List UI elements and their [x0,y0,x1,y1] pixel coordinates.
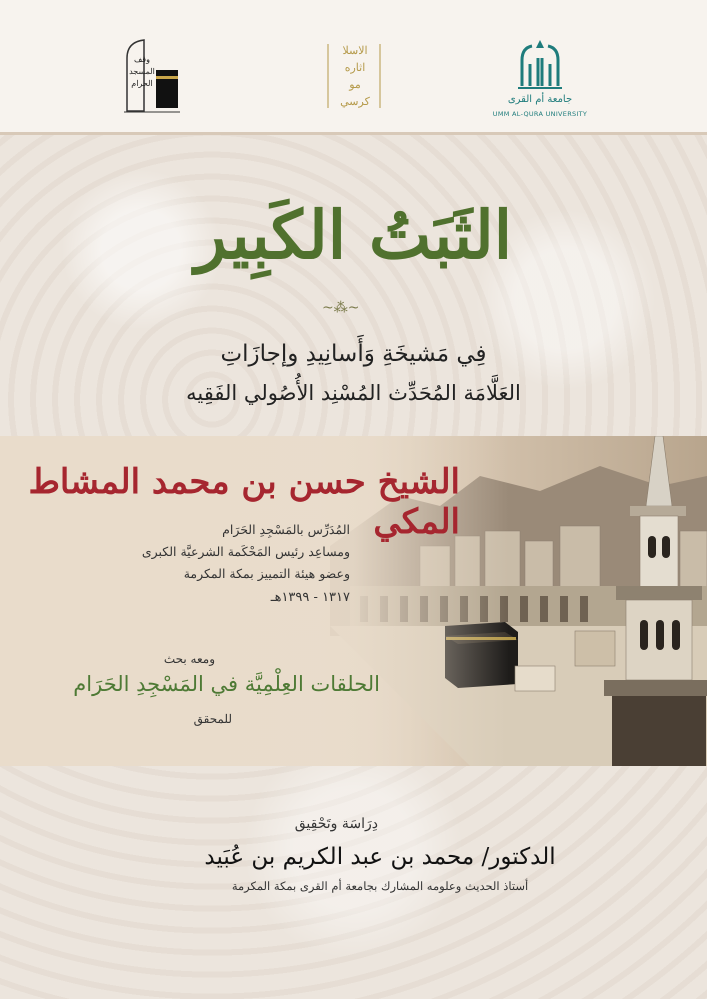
lil-muhaqqiq: للمحقق [193,712,232,726]
university-logo-icon [492,36,588,92]
study-and-verification: دِرَاسَة وتَحْقِيق [294,816,378,832]
chair-logo-line3: مو [349,78,361,91]
university-name-english: UMM AL-QURA UNIVERSITY [492,110,588,118]
photo-band [0,436,707,766]
book-title: الثَبَتُ الكَبِير [194,196,513,274]
halaqat-title: الحلقات العِلْمِيَّة في المَسْجِدِ الحَرَام [73,672,380,696]
role-line2: ومساعِد رئيس المَحْكَمة الشرعيَّة الكبرى [141,544,350,559]
title-flourish-icon: ~⁂~ [322,300,360,316]
logo-bar [0,0,707,135]
role-line1: المُدَرِّس بالمَسْجِدِ الحَرَام [222,522,350,537]
chair-logo-line1: الاسلا [342,44,368,57]
endowment-logo-line2: المسجد [129,67,155,76]
university-name-arabic: جامعة أم القرى [507,94,573,105]
university-logo [492,36,588,116]
author-name: الدكتور/ محمد بن عبد الكريم بن عُبَيد [204,844,556,870]
sheikh-name: الشيخ حسن بن محمد المشاط المكي [28,462,460,542]
subtitle-line1: فِي مَشيخَةِ وَأَسانِيدِ وإجازَاتِ [220,341,487,367]
role-line3: وعضو هيئة التمييز بمكة المكرمة [183,566,350,581]
life-dates: ١٣١٧ - ١٣٩٩هـ [270,590,350,605]
band-text [0,436,470,766]
subtitle-line2: العَلَّامَة المُحَدِّث المُسْنِد الأُصُولي الفَقِيه [186,381,521,405]
chair-logo-line4: كرسي [340,95,370,108]
author-position: أستاذ الحديث وعلومه المشارك بجامعة أم القرى بمكة المكرمة [231,879,529,893]
endowment-logo-line1: وقف [134,55,150,64]
chair-logo-line2: اثاره [344,61,366,74]
ma-ahu-bahth: ومعه بحث [163,652,215,666]
endowment-logo [122,36,182,116]
chair-logo [318,36,390,116]
endowment-logo-line3: الحرام [131,79,153,88]
